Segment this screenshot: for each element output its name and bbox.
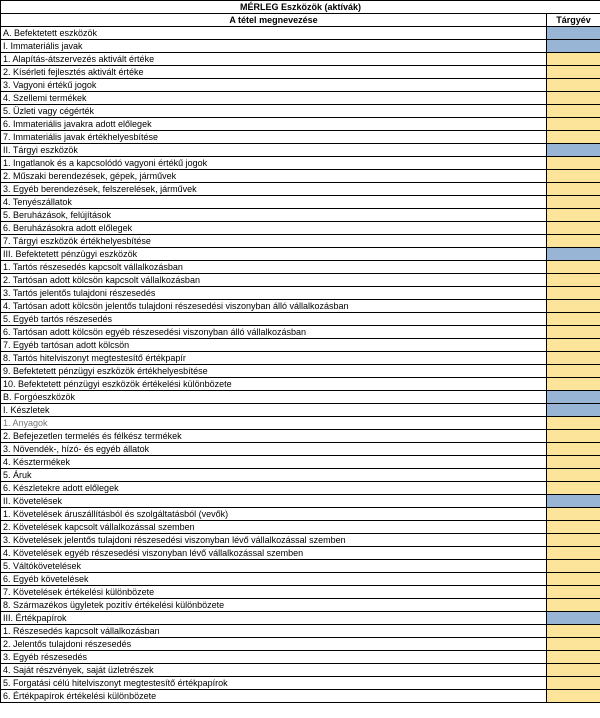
row-label: 4. Követelések egyéb részesedési viszonyban lévő vállalkozással szemben	[1, 547, 547, 560]
row-label: 6. Készletekre adott előlegek	[1, 482, 547, 495]
value-cell[interactable]	[547, 378, 600, 391]
value-column-header: Tárgyév	[547, 14, 600, 27]
value-cell[interactable]	[547, 573, 600, 586]
value-cell[interactable]	[547, 144, 600, 157]
value-cell[interactable]	[547, 339, 600, 352]
table-row	[1, 339, 600, 352]
value-cell[interactable]	[547, 313, 600, 326]
row-label: 6. Beruházásokra adott előlegek	[1, 222, 547, 235]
row-label: 5. Forgatási célú hitelviszonyt megtestesítő értékpapírok	[1, 677, 547, 690]
table-row	[1, 170, 600, 183]
row-label: 6. Tartósan adott kölcsön egyéb részesedési viszonyban álló vállalkozásban	[1, 326, 547, 339]
value-cell[interactable]	[547, 79, 600, 92]
row-label: 3. Egyéb berendezések, felszerelések, járművek	[1, 183, 547, 196]
table-row	[1, 625, 600, 638]
value-cell[interactable]	[547, 352, 600, 365]
table-row	[1, 534, 600, 547]
row-label: 4. Tartósan adott kölcsön jelentős tulajdoni részesedési viszonyban álló vállalkozásban	[1, 300, 547, 313]
value-cell[interactable]	[547, 443, 600, 456]
table-row	[1, 222, 600, 235]
table-row	[1, 92, 600, 105]
table-row	[1, 547, 600, 560]
row-label: 4. Szellemi termékek	[1, 92, 547, 105]
table-row	[1, 456, 600, 469]
value-cell[interactable]	[547, 456, 600, 469]
value-cell[interactable]	[547, 495, 600, 508]
row-label: 5. Üzleti vagy cégérték	[1, 105, 547, 118]
value-cell[interactable]	[547, 508, 600, 521]
row-label: 7. Egyéb tartósan adott kölcsön	[1, 339, 547, 352]
table-row	[1, 378, 600, 391]
row-label: I. Immateriális javak	[1, 40, 547, 53]
value-cell[interactable]	[547, 183, 600, 196]
value-cell[interactable]	[547, 612, 600, 625]
row-label: III. Befektetett pénzügyi eszközök	[1, 248, 547, 261]
value-cell[interactable]	[547, 274, 600, 287]
label-column-header: A tétel megnevezése	[1, 14, 547, 27]
row-label: 3. Követelések jelentős tulajdoni részesedési viszonyban lévő vállalkozással szemben	[1, 534, 547, 547]
row-label: 4. Tenyészállatok	[1, 196, 547, 209]
table-row	[1, 404, 600, 417]
row-label: III. Értékpapírok	[1, 612, 547, 625]
value-cell[interactable]	[547, 248, 600, 261]
table-row	[1, 53, 600, 66]
table-row	[1, 261, 600, 274]
table-row	[1, 521, 600, 534]
row-label: 2. Kísérleti fejlesztés aktivált értéke	[1, 66, 547, 79]
value-cell[interactable]	[547, 534, 600, 547]
row-label: 8. Származékos ügyletek pozitív értékelési különbözete	[1, 599, 547, 612]
row-label: 6. Értékpapírok értékelési különbözete	[1, 690, 547, 703]
table-row	[1, 157, 600, 170]
sheet-title: MÉRLEG Eszközök (aktívák)	[1, 1, 600, 14]
value-cell[interactable]	[547, 586, 600, 599]
row-label: 1. Ingatlanok és a kapcsolódó vagyoni értékű jogok	[1, 157, 547, 170]
row-label: 5. Egyéb tartós részesedés	[1, 313, 547, 326]
value-cell[interactable]	[547, 157, 600, 170]
row-label: 5. Beruházások, felújítások	[1, 209, 547, 222]
value-cell[interactable]	[547, 300, 600, 313]
value-cell[interactable]	[547, 170, 600, 183]
table-row	[1, 417, 600, 430]
table-row	[1, 560, 600, 573]
table-row	[1, 430, 600, 443]
value-cell[interactable]	[547, 482, 600, 495]
table-row	[1, 248, 600, 261]
table-row	[1, 66, 600, 79]
table-row	[1, 79, 600, 92]
value-cell[interactable]	[547, 118, 600, 131]
value-cell[interactable]	[547, 209, 600, 222]
table-row	[1, 443, 600, 456]
value-cell[interactable]	[547, 651, 600, 664]
value-cell[interactable]	[547, 560, 600, 573]
table-row	[1, 391, 600, 404]
table-row	[1, 183, 600, 196]
row-label: 3. Tartós jelentős tulajdoni részesedés	[1, 287, 547, 300]
value-cell[interactable]	[547, 599, 600, 612]
row-label: II. Követelések	[1, 495, 547, 508]
value-cell[interactable]	[547, 261, 600, 274]
row-label: 2. Befejezetlen termelés és félkész termékek	[1, 430, 547, 443]
row-label: 8. Tartós hitelviszonyt megtestesítő értékpapír	[1, 352, 547, 365]
table-row	[1, 508, 600, 521]
table-row	[1, 651, 600, 664]
table-row	[1, 326, 600, 339]
row-label: 7. Immateriális javak értékhelyesbítése	[1, 131, 547, 144]
value-cell[interactable]	[547, 27, 600, 40]
value-cell[interactable]	[547, 690, 600, 703]
row-label: 2. Műszaki berendezések, gépek, járművek	[1, 170, 547, 183]
row-label: A. Befektetett eszközök	[1, 27, 547, 40]
row-label: 1. Tartós részesedés kapcsolt vállalkozásban	[1, 261, 547, 274]
table-row	[1, 209, 600, 222]
value-cell[interactable]	[547, 40, 600, 53]
row-label: 1. Részesedés kapcsolt vállalkozásban	[1, 625, 547, 638]
row-label: 2. Követelések kapcsolt vállalkozással szemben	[1, 521, 547, 534]
row-label: 5. Váltókövetelések	[1, 560, 547, 573]
table-row	[1, 352, 600, 365]
table-row	[1, 105, 600, 118]
table-row	[1, 365, 600, 378]
value-cell[interactable]	[547, 677, 600, 690]
row-label: 1. Alapítás-átszervezés aktivált értéke	[1, 53, 547, 66]
value-cell[interactable]	[547, 222, 600, 235]
value-cell[interactable]	[547, 547, 600, 560]
value-cell[interactable]	[547, 92, 600, 105]
row-label: 7. Követelések értékelési különbözete	[1, 586, 547, 599]
value-cell[interactable]	[547, 235, 600, 248]
table-row	[1, 495, 600, 508]
row-label: 2. Jelentős tulajdoni részesedés	[1, 638, 547, 651]
table-row	[1, 690, 600, 703]
value-cell[interactable]	[547, 417, 600, 430]
table-row	[1, 131, 600, 144]
table-row	[1, 118, 600, 131]
table-row	[1, 612, 600, 625]
table-row	[1, 482, 600, 495]
value-cell[interactable]	[547, 196, 600, 209]
row-label: I. Készletek	[1, 404, 547, 417]
value-cell[interactable]	[547, 638, 600, 651]
row-label: 3. Vagyoni értékű jogok	[1, 79, 547, 92]
row-label: II. Tárgyi eszközök	[1, 144, 547, 157]
value-cell[interactable]	[547, 664, 600, 677]
table-row	[1, 274, 600, 287]
row-label: 2. Tartósan adott kölcsön kapcsolt vállalkozásban	[1, 274, 547, 287]
row-label: 7. Tárgyi eszközök értékhelyesbítése	[1, 235, 547, 248]
value-cell[interactable]	[547, 521, 600, 534]
table-row	[1, 638, 600, 651]
table-row	[1, 27, 600, 40]
value-cell[interactable]	[547, 326, 600, 339]
table-row	[1, 586, 600, 599]
value-cell[interactable]	[547, 625, 600, 638]
table-row	[1, 469, 600, 482]
row-label: 4. Késztermékek	[1, 456, 547, 469]
value-cell[interactable]	[547, 391, 600, 404]
table-row	[1, 300, 600, 313]
table-row	[1, 573, 600, 586]
row-label: 10. Befektetett pénzügyi eszközök értékelési különbözete	[1, 378, 547, 391]
value-cell[interactable]	[547, 469, 600, 482]
value-cell[interactable]	[547, 365, 600, 378]
table-row	[1, 144, 600, 157]
table-row	[1, 677, 600, 690]
value-cell[interactable]	[547, 66, 600, 79]
value-cell[interactable]	[547, 404, 600, 417]
table-row	[1, 664, 600, 677]
row-label: B. Forgóeszközök	[1, 391, 547, 404]
value-cell[interactable]	[547, 53, 600, 66]
title-row	[1, 1, 600, 14]
table-row	[1, 40, 600, 53]
row-label: 1. Anyagok	[1, 417, 547, 430]
row-label: 5. Áruk	[1, 469, 547, 482]
table-row	[1, 313, 600, 326]
value-cell[interactable]	[547, 131, 600, 144]
header-row	[1, 14, 600, 27]
row-label: 1. Követelések áruszállításból és szolgáltatásból (vevők)	[1, 508, 547, 521]
row-label: 4. Saját részvények, saját üzletrészek	[1, 664, 547, 677]
table-row	[1, 599, 600, 612]
row-label: 6. Egyéb követelések	[1, 573, 547, 586]
row-label: 9. Befektetett pénzügyi eszközök értékhelyesbítése	[1, 365, 547, 378]
row-label: 3. Növendék-, hízó- és egyéb állatok	[1, 443, 547, 456]
table-row	[1, 235, 600, 248]
value-cell[interactable]	[547, 430, 600, 443]
value-cell[interactable]	[547, 105, 600, 118]
table-row	[1, 196, 600, 209]
value-cell[interactable]	[547, 287, 600, 300]
row-label: 3. Egyéb részesedés	[1, 651, 547, 664]
row-label: 6. Immateriális javakra adott előlegek	[1, 118, 547, 131]
table-row	[1, 287, 600, 300]
